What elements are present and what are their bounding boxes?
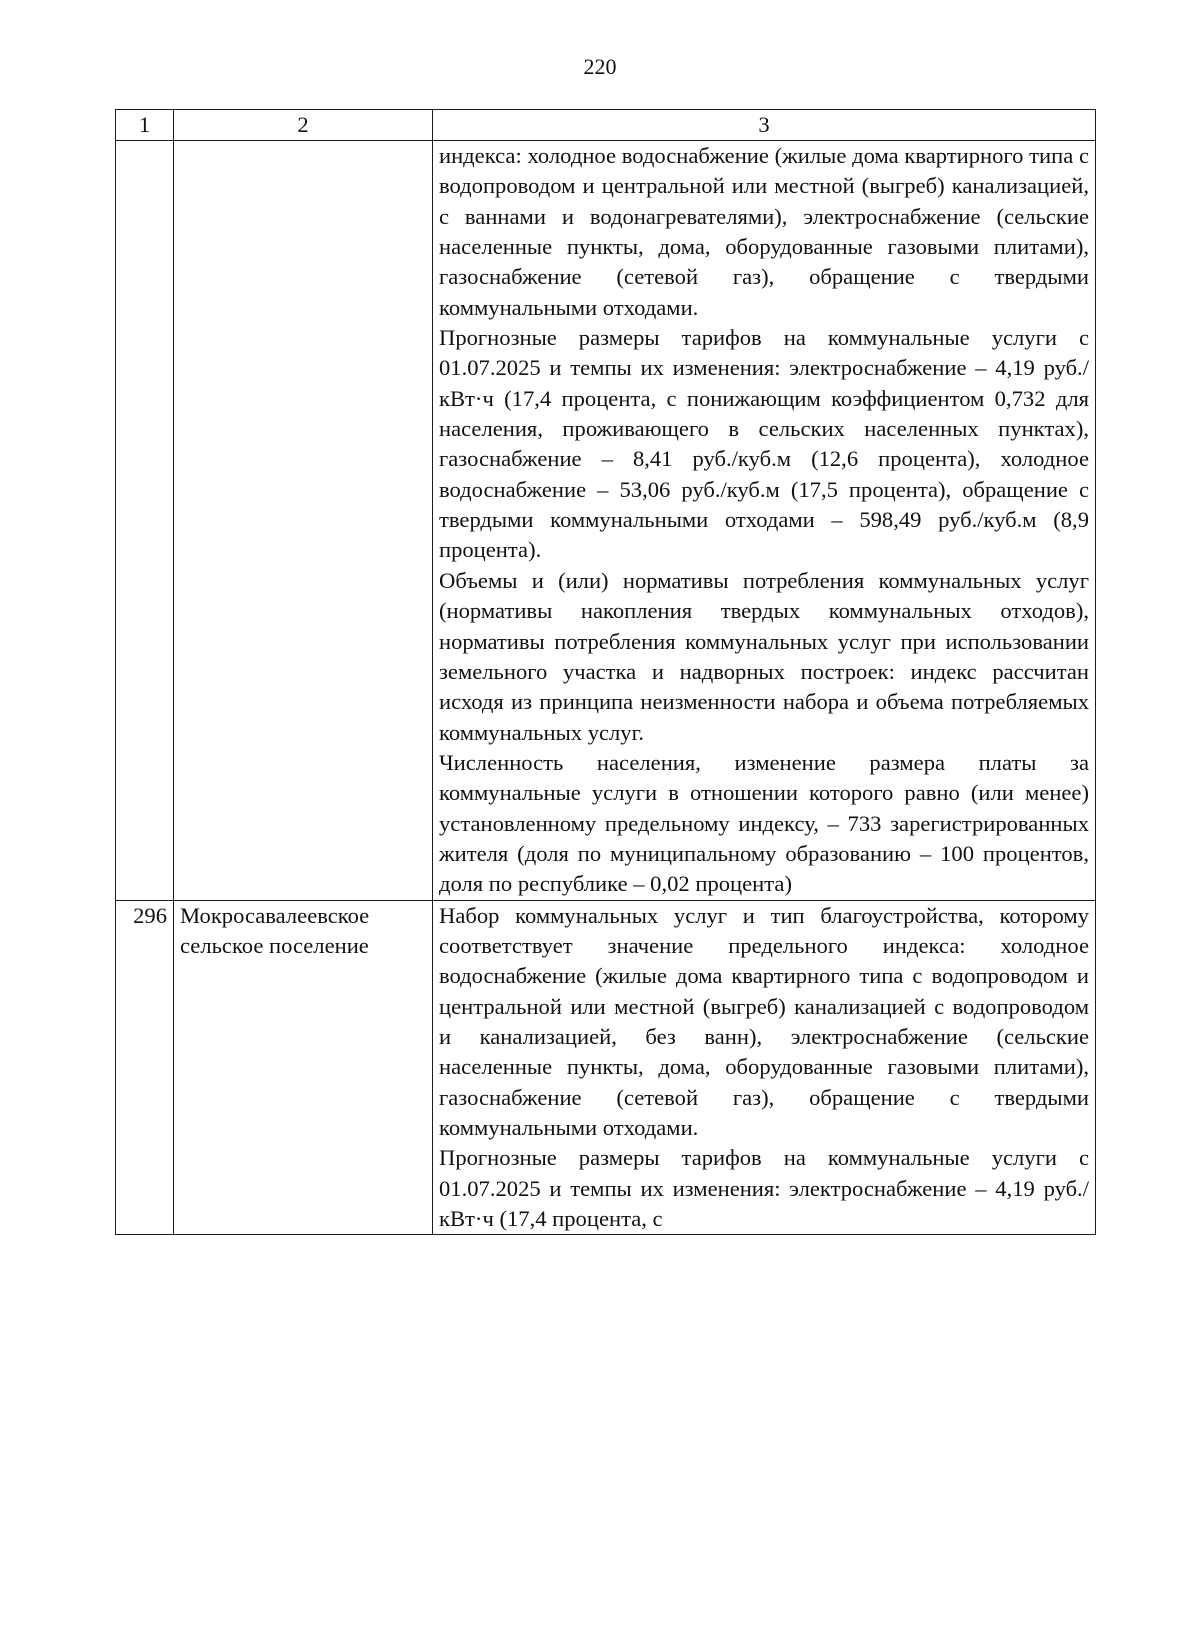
table-header-row	[116, 110, 1096, 141]
row-number: 296	[116, 900, 174, 1235]
column-header-2: 2	[174, 110, 433, 141]
description-paragraph: Численность населения, изменение размера платы за коммунальные услуги в отношении которого равно (или менее) установленному предельному индексу, – 733 зарегистрированных жителя (доля по муниципальному образованию – 100 процентов, доля по республике – 0,02 процента)	[439, 749, 1089, 897]
description-paragraph: Прогнозные размеры тарифов на коммунальные услуги с 01.07.2025 и темпы их изменения: электроснабжение – 4,19 руб./кВт·ч (17,4 процента, с понижающим коэффициентом 0,732 для населения, проживающего в сельских населенных пунктах), газоснабжение – 8,41 руб./куб.м (12,6 процента), холодное водоснабжение – 53,06 руб./куб.м (17,5 процента), обращение с твердыми коммунальными отходами – 598,49 руб./куб.м (8,9 процента).	[439, 325, 1089, 563]
tariff-table	[115, 109, 1096, 1235]
table-row	[116, 900, 1096, 1235]
description-paragraph: индекса: холодное водоснабжение (жилые дома квартирного типа с водопроводом и центральной или местной (выгреб) канализацией, с ваннами и водонагревателями), электроснабжение (сельские населенные пункты, дома, оборудованные газовыми плитами), газоснабжение (сетевой газ), обращение с твердыми коммунальными отходами.	[439, 143, 1089, 320]
column-header-3: 3	[433, 110, 1096, 141]
table-row	[116, 141, 1096, 901]
description-paragraph: Прогнозные размеры тарифов на коммунальные услуги с 01.07.2025 и темпы их изменения: электроснабжение – 4,19 руб./кВт·ч (17,4 процента, с	[439, 1145, 1089, 1232]
row-description	[433, 141, 1096, 901]
settlement-name: Мокросавалеевское сельское поселение	[174, 900, 433, 1235]
page-number: 220	[583, 54, 617, 79]
description-paragraph: Набор коммунальных услуг и тип благоустройства, которому соответствует значение предельного индекса: холодное водоснабжение (жилые дома квартирного типа с водопроводом и центральной или местной (выгреб) канализацией с водопроводом и канализацией, без ванн), электроснабжение (сельские населенные пункты, дома, оборудованные газовыми плитами), газоснабжение (сетевой газ), обращение с твердыми коммунальными отходами.	[439, 902, 1089, 1140]
settlement-name	[174, 141, 433, 901]
description-paragraph: Объемы и (или) нормативы потребления коммунальных услуг (нормативы накопления твердых коммунальных отходов), нормативы потребления коммунальных услуг при использовании земельного участка и надворных построек: индекс рассчитан исходя из принципа неизменности набора и объема потребляемых коммунальных услуг.	[439, 567, 1089, 745]
row-number	[116, 141, 174, 901]
row-description	[433, 900, 1096, 1235]
column-header-1: 1	[116, 110, 174, 141]
